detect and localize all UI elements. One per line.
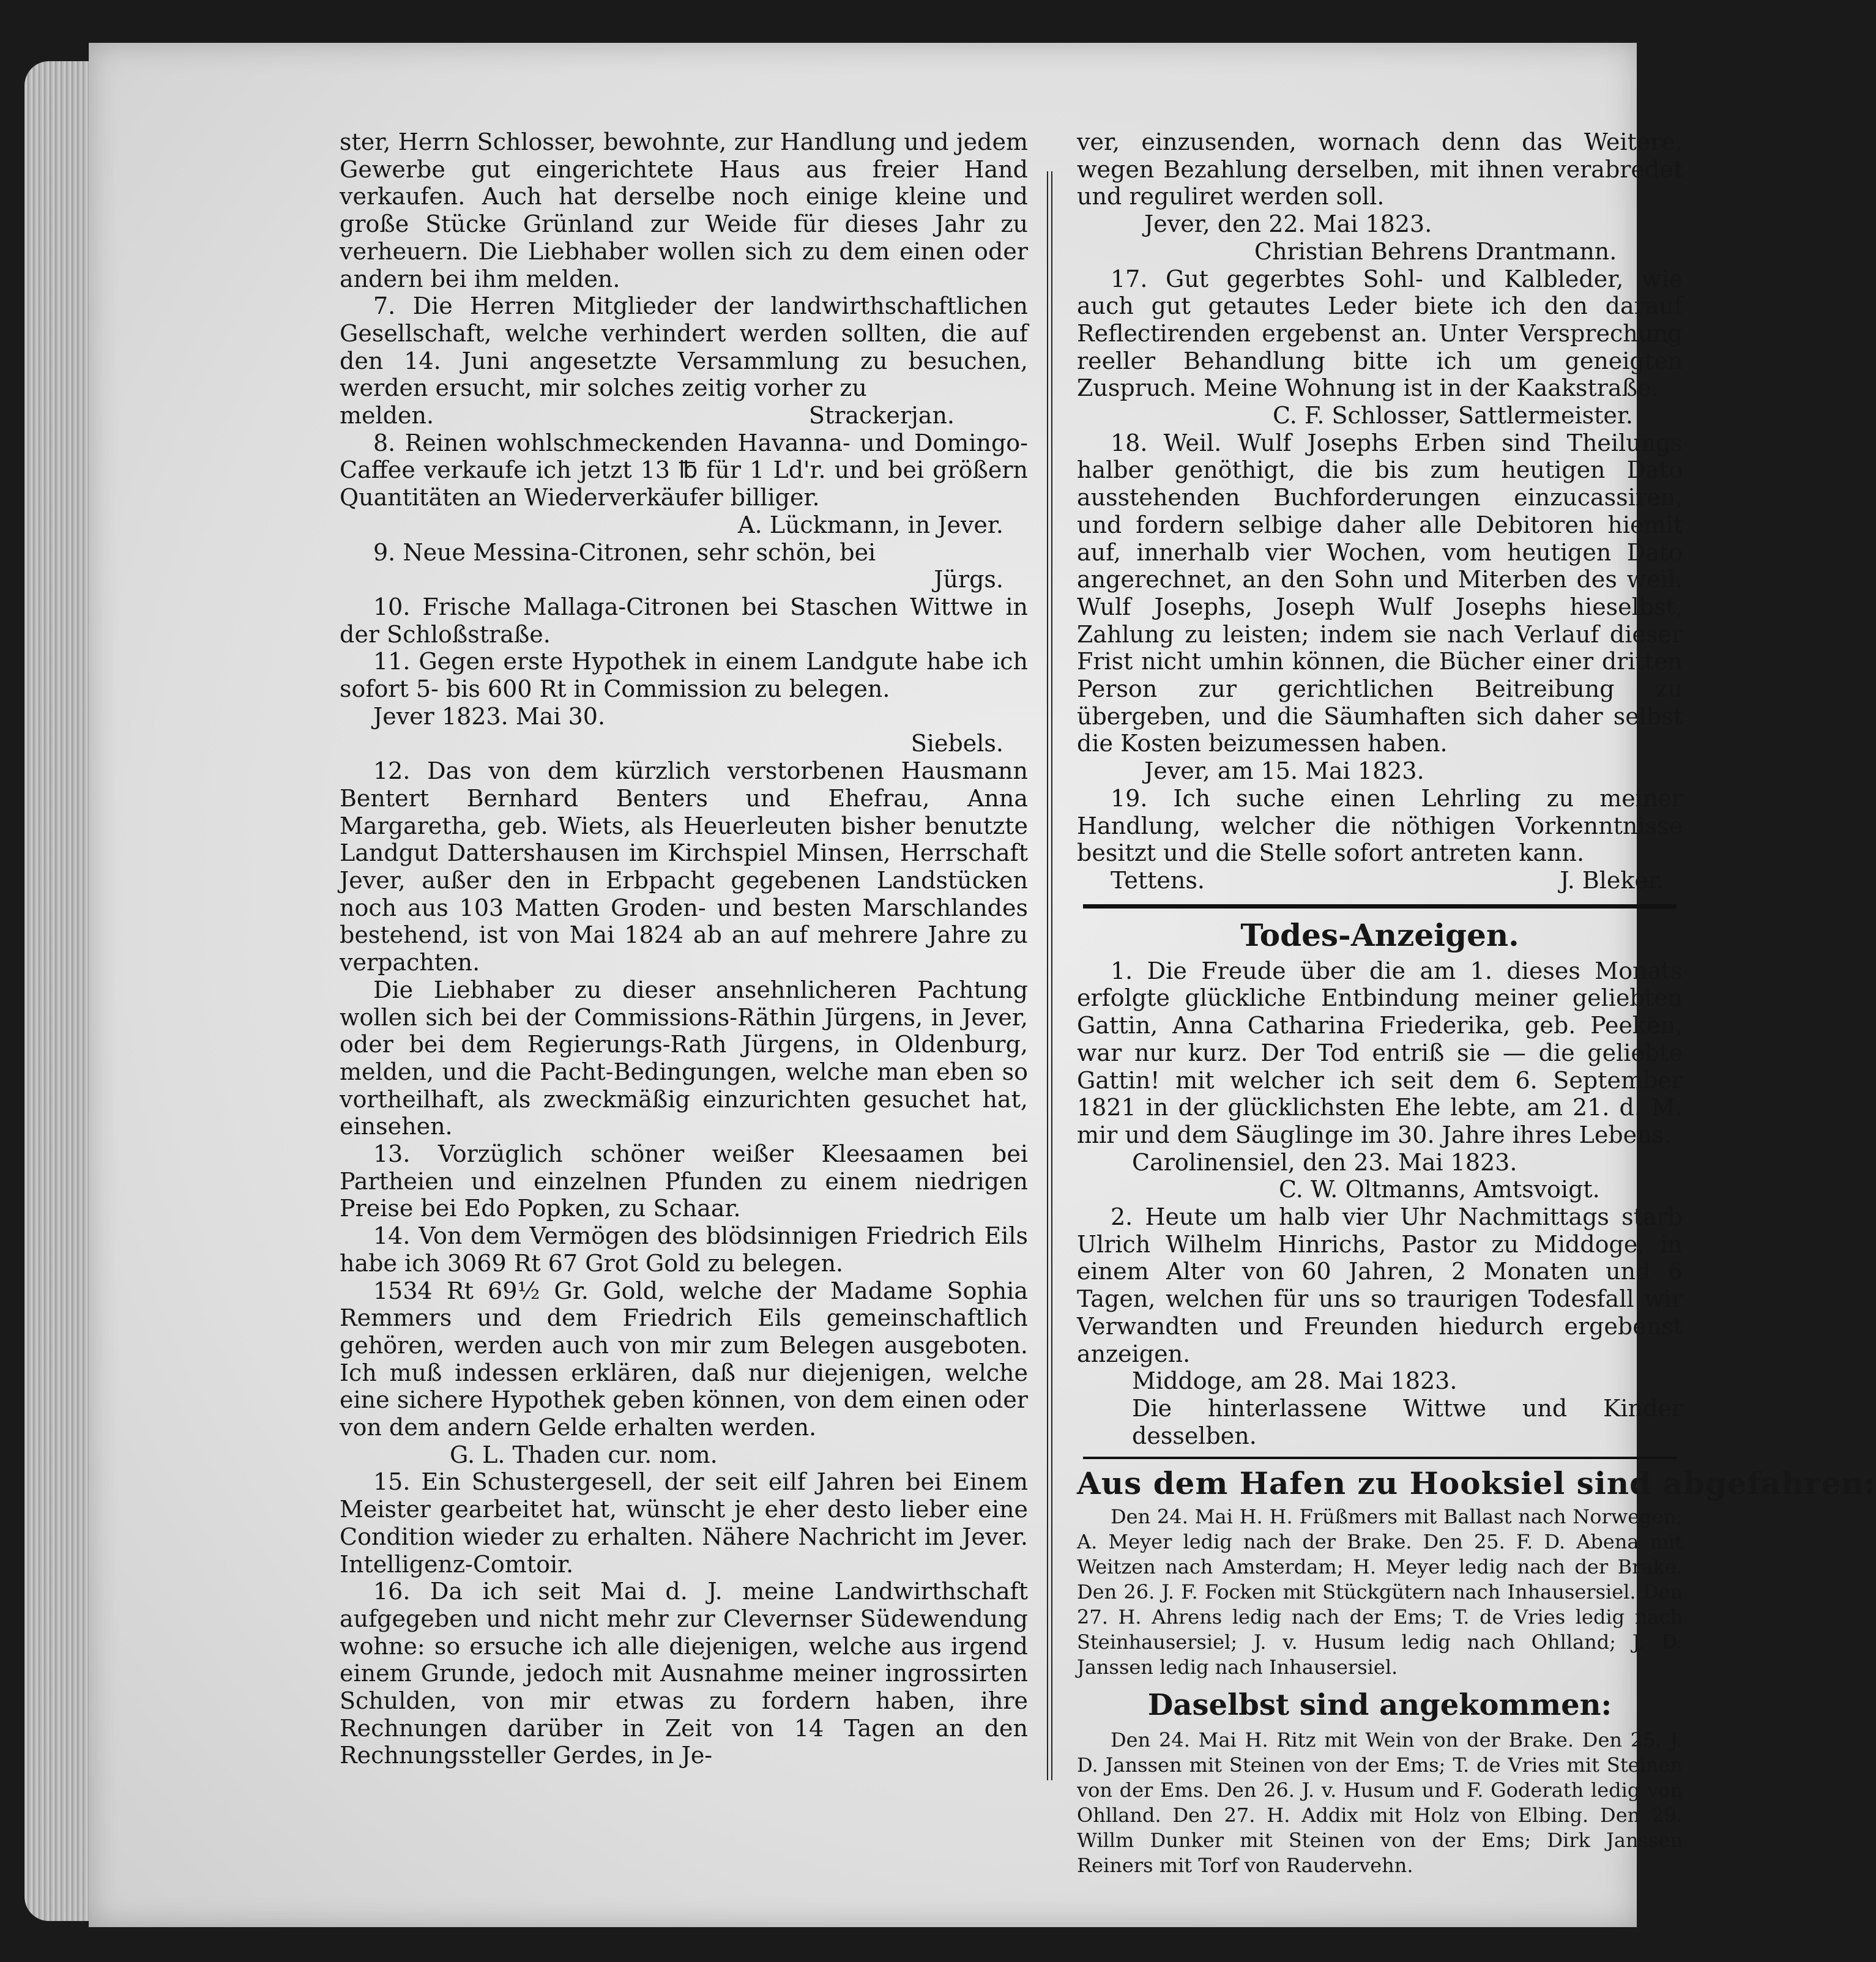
- notice-18: 18. Weil. Wulf Josephs Erben sind Theilungs halber genöthigt, die bis zum heutigen Dato ausstehenden Buchforderungen einzucassiren, und fordern selbige daher alle Debitoren hiemit auf, innerhalb vier Wochen, vom heutigen Dato angerechnet, an den Sohn und Miterben des weil. Wulf Josephs, Joseph Wulf Josephs hieselbst, Zahlung zu leisten; indem sie nach Verlauf dieser Frist nicht umhin können, die Bücher einer dritten Person zur gerichtlichen Beitreibung zu übergeben, und die Säumhaften sich daher selbst die Kosten beizumessen haben.: [1077, 429, 1683, 757]
- death-notices-heading: Todes-Anzeigen.: [1240, 916, 1519, 953]
- notice-7-last-word: melden.: [340, 402, 434, 429]
- notice-10: 10. Frische Mallaga-Citronen bei Staschen Wittwe in der Schloßstraße.: [340, 593, 1028, 648]
- notice-13: 13. Vorzüglich schöner weißer Kleesaamen bei Partheien und einzelnen Pfunden zu einem niedrigen Preise bei Edo Popken, zu Schaar.: [340, 1140, 1028, 1222]
- left-column: [340, 128, 1028, 1769]
- harbor-arrivals-heading: Daselbst sind angekommen:: [1147, 1688, 1612, 1723]
- newspaper-page: [89, 43, 1876, 1927]
- death-notice-2-signature: Die hinterlassene Wittwe und Kinder desselben.: [1132, 1394, 1683, 1449]
- notice-9: 9. Neue Messina-Citronen, sehr schön, bei: [373, 538, 876, 566]
- notice-12: 12. Das von dem kürzlich verstorbenen Hausmann Bentert Bernhard Benters und Ehefrau, Anna Margaretha, geb. Wiets, als Heuerleuten bisher benutzte Landgut Dattershausen im Kirchspiel Minsen, Herrschaft Jever, außer den in Erbpacht gegebenen Landstücken noch aus 103 Matten Groden- und besten Marschlandes bestehend, ist von Mai 1824 ab an auf mehrere Jahre zu verpachten.: [340, 757, 1028, 976]
- notice-17: 17. Gut gegerbtes Sohl- und Kalbleder, wie auch gut getautes Leder biete ich den darauf Reflectirenden ergebenst an. Unter Versprechung reeller Behandlung bitte ich um geneigten Zuspruch. Meine Wohnung ist in der Kaakstraße.: [1077, 265, 1683, 402]
- death-notice-2-place-date: Middoge, am 28. Mai 1823.: [1132, 1367, 1457, 1395]
- death-notice-2: 2. Heute um halb vier Uhr Nachmittags starb Ulrich Wilhelm Hinrichs, Pastor zu Middoge, in einem Alter von 60 Jahren, 2 Monaten und 6 Tagen, welchen für uns so traurigen Todesfall wir Verwandten und Freunden hiedurch ergebenst anzeigen.: [1077, 1203, 1683, 1367]
- column-divider: [1047, 171, 1052, 1780]
- notice-14: 14. Von dem Vermögen des blödsinnigen Friedrich Eils habe ich 3069 Rt 67 Grot Gold zu belegen.: [340, 1222, 1028, 1277]
- notice-16-continuation: ver, einzusenden, wornach denn das Weitere, wegen Bezahlung derselben, mit ihnen verabredet und reguliret werden soll.: [1077, 128, 1683, 210]
- notice-11-signature: Siebels.: [910, 730, 1003, 757]
- harbor-departures-list: Den 24. Mai H. H. Früßmers mit Ballast nach Norwegen; A. Meyer ledig nach der Brake. Den 25. F. D. Abena mit Weitzen nach Amsterdam; H. Meyer ledig nach der Brake. Den 26. J. F. Focken mit Stückgütern nach Inhausersiel. Den 27. H. Ahrens ledig nach der Ems; T. de Vries ledig nach Steinhausersiel; J. v. Husum ledig nach Ohlland; J. D. Janssen ledig nach Inhausersiel.: [1077, 1505, 1683, 1679]
- right-column: [1077, 128, 1876, 1878]
- notice-7-end: [340, 402, 1028, 429]
- notice-8: 8. Reinen wohlschmeckenden Havanna- und Domingo-Caffee verkaufe ich jetzt 13 ℔ für 1 Ld'r. und bei größern Quantitäten an Wiederverkäufer billiger.: [340, 429, 1028, 511]
- notice-19-footer: [1077, 867, 1683, 894]
- notice-19: 19. Ich suche einen Lehrling zu meiner Handlung, welcher die nöthigen Vorkenntnisse besitzt und die Stelle sofort antreten kann.: [1077, 784, 1683, 867]
- notice-14-continued: 1534 Rt 69½ Gr. Gold, welche der Madame Sophia Remmers und dem Friedrich Eils gemeinschaftlich gehören, werden auch von mir zum Belegen ausgeboten. Ich muß indessen erklären, daß nur diejenigen, welche eine sichere Hypothek geben können, von dem einen oder von dem andern Gelde erhalten werden.: [340, 1277, 1028, 1441]
- notice-16-place-date: Jever, den 22. Mai 1823.: [1144, 210, 1432, 238]
- section-rule: [1083, 904, 1677, 909]
- notice-8-signature: A. Lückmann, in Jever.: [738, 511, 1003, 538]
- notice-11-place-date: Jever 1823. Mai 30.: [373, 702, 606, 730]
- notice-14-signature: G. L. Thaden cur. nom.: [450, 1441, 718, 1468]
- notice-7-signature: Strackerjan.: [808, 402, 955, 429]
- section-rule-thin: [1083, 1457, 1677, 1459]
- harbor-arrivals-list: Den 24. Mai H. Ritz mit Wein von der Brake. Den 25. J. D. Janssen mit Steinen von der Ems; T. de Vries mit Steinen von der Ems. Den 26. J. v. Husum und F. Goderath ledig von Ohlland. Den 27. H. Addix mit Holz von Elbing. Den 29. Willm Dunker mit Steinen von der Ems; Dirk Janssen Reiners mit Torf von Raudervehn.: [1077, 1728, 1683, 1878]
- notice-15: 15. Ein Schustergesell, der seit eilf Jahren bei Einem Meister gearbeitet hat, wünscht je eher desto lieber eine Condition wieder zu erhalten. Nähere Nachricht im Jever. Intelligenz-Comtoir.: [340, 1468, 1028, 1578]
- notice-16: 16. Da ich seit Mai d. J. meine Landwirthschaft aufgegeben und nicht mehr zur Clevernser Südewendung wohne: so ersuche ich alle diejenigen, welche aus irgend einem Grunde, jedoch mit Ausnahme meiner ingrossirten Schulden, von mir etwas zu fordern haben, ihre Rechnungen darüber in Zeit von 14 Tagen an den Rechnungssteller Gerdes, in Je-: [340, 1578, 1028, 1769]
- notice-7: 7. Die Herren Mitglieder der landwirthschaftlichen Gesellschaft, welche verhindert werden sollten, die auf den 14. Juni angesetzte Versammlung zu besuchen, werden ersucht, mir solches zeitig vorher zu: [340, 292, 1028, 402]
- notice-18-place-date: Jever, am 15. Mai 1823.: [1144, 757, 1424, 785]
- notice-9-signature: Jürgs.: [934, 566, 1003, 593]
- death-notice-1-signature: C. W. Oltmanns, Amtsvoigt.: [1279, 1176, 1600, 1203]
- notice-19-place: Tettens.: [1111, 866, 1205, 894]
- notice-continuation: ster, Herrn Schlosser, bewohnte, zur Handlung und jedem Gewerbe gut eingerichtete Haus aus freier Hand verkaufen. Auch hat derselbe noch einige kleine und große Stücke Grünland zur Weide für dieses Jahr zu verheuern. Die Liebhaber wollen sich zu dem einen oder andern bei ihm melden.: [340, 128, 1028, 292]
- death-notice-1-place-date: Carolinensiel, den 23. Mai 1823.: [1132, 1148, 1517, 1176]
- book-page-edges: [24, 61, 92, 1921]
- notice-16-signature: Christian Behrens Drantmann.: [1254, 237, 1617, 265]
- notice-11: 11. Gegen erste Hypothek in einem Landgute habe ich sofort 5- bis 600 Rt in Commission zu belegen.: [340, 648, 1028, 703]
- death-notice-1: 1. Die Freude über die am 1. dieses Monats erfolgte glückliche Entbindung meiner geliebten Gattin, Anna Catharina Friederika, geb. Peeken, war nur kurz. Der Tod entriß sie — die geliebte Gattin! mit welcher ich seit dem 6. September 1821 in der glücklichsten Ehe lebte, am 21. d. M. mir und dem Säuglinge im 30. Jahre ihres Lebens.: [1077, 957, 1683, 1148]
- notice-17-signature: C. F. Schlosser, Sattlermeister.: [1273, 402, 1633, 429]
- harbor-departures-heading: Aus dem Hafen zu Hooksiel sind abgefahren:: [1077, 1465, 1876, 1502]
- notice-12-continued: Die Liebhaber zu dieser ansehnlicheren Pachtung wollen sich bei der Commissions-Räthin Jürgens, in Jever, oder bei dem Regierungs-Rath Jürgens, in Oldenburg, melden, und die Pacht-Bedingungen, welche man eben so vortheilhaft, als zweckmäßig einzurichten gesuchet hat, einsehen.: [340, 976, 1028, 1140]
- notice-19-signature: J. Bleker.: [1560, 866, 1664, 894]
